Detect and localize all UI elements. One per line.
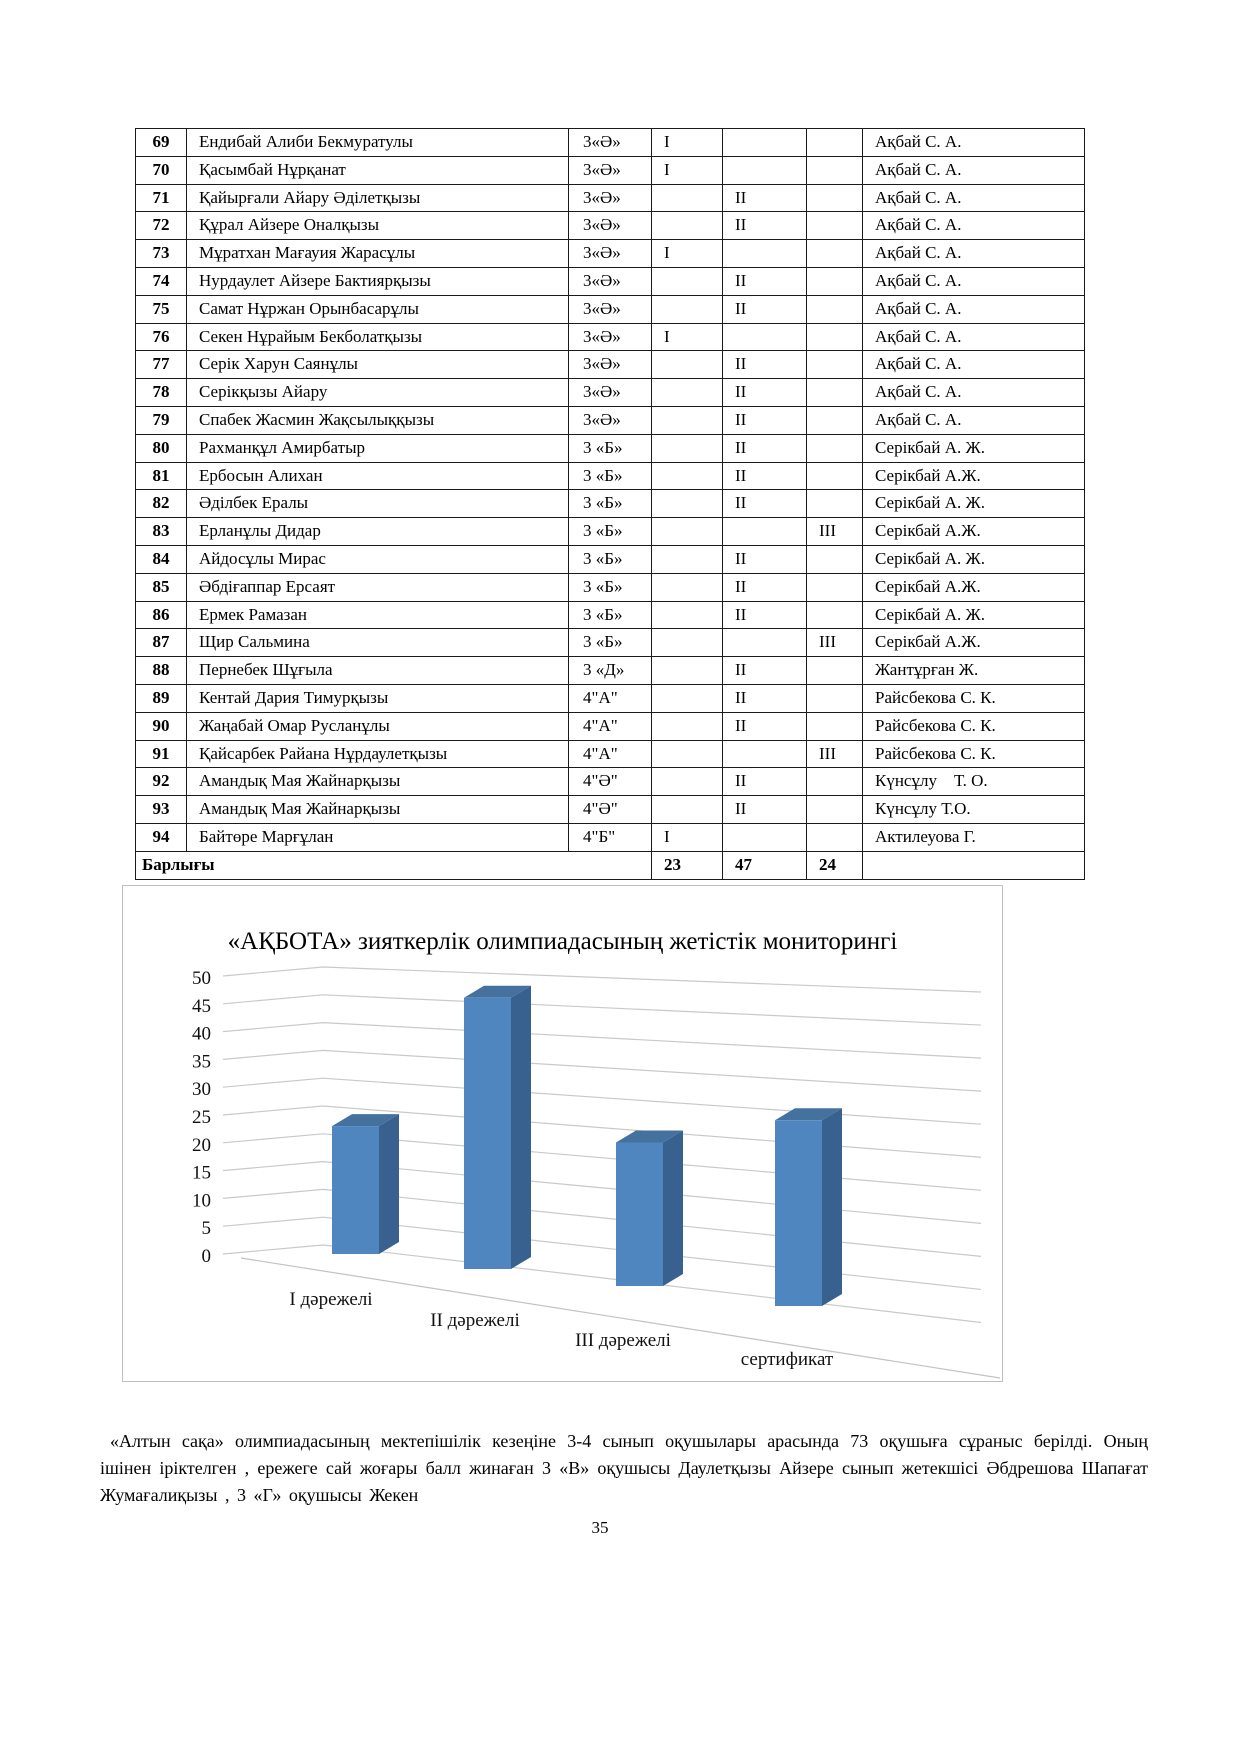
cell-l2: II <box>723 212 807 240</box>
cell-teacher: Ақбай С. А. <box>863 406 1085 434</box>
cell-l3: III <box>807 740 863 768</box>
cell-class: 3 «Б» <box>569 434 652 462</box>
table-row <box>136 601 1085 629</box>
x-category-label: I дәрежелі <box>289 1289 373 1310</box>
body-paragraph: «Алтын сақа» олимпиадасының мектепішілік кезеңіне 3-4 сынып оқушылары арасында 73 оқушыға сұраныс берілді. Оның ішінен іріктелген , ережеге сай жоғары балл жинаған 3 «В» оқушысы Даулетқызы Айзере сынып жетекшісі Әбдрешова Шапағат Жумағалиқызы , 3 «Г» оқушысы Жекен <box>100 1431 1148 1505</box>
totals-degree-3: 24 <box>807 851 863 879</box>
table-row <box>136 462 1085 490</box>
cell-name: Құрал Айзере Оналқызы <box>187 212 569 240</box>
cell-teacher: Ақбай С. А. <box>863 129 1085 157</box>
cell-l2 <box>723 156 807 184</box>
cell-teacher: Ақбай С. А. <box>863 240 1085 268</box>
cell-name: Кентай Дария Тимурқызы <box>187 684 569 712</box>
bar-2 <box>464 986 531 1269</box>
cell-l2: II <box>723 406 807 434</box>
cell-l3 <box>807 379 863 407</box>
cell-class: 3«Ә» <box>569 351 652 379</box>
cell-num: 79 <box>136 406 187 434</box>
cell-l1 <box>652 684 723 712</box>
cell-l2: II <box>723 351 807 379</box>
cell-l3 <box>807 240 863 268</box>
cell-name: Жаңабай Омар Русланұлы <box>187 712 569 740</box>
x-category-label: сертификат <box>740 1349 834 1370</box>
cell-l1 <box>652 740 723 768</box>
bar-3 <box>616 1130 683 1286</box>
table-row <box>136 490 1085 518</box>
cell-l3: III <box>807 518 863 546</box>
table-row <box>136 657 1085 685</box>
cell-teacher: Серікбай А.Ж. <box>863 462 1085 490</box>
chart-title: «АҚБОТА» зияткерлік олимпиадасының жетістік мониторингі <box>227 928 898 955</box>
cell-l2: II <box>723 712 807 740</box>
cell-teacher: Күнсұлу Т.О. <box>863 796 1085 824</box>
cell-num: 76 <box>136 323 187 351</box>
table-row <box>136 434 1085 462</box>
cell-teacher: Күнсұлу Т. О. <box>863 768 1085 796</box>
cell-l1 <box>652 379 723 407</box>
table-row <box>136 295 1085 323</box>
table-row <box>136 267 1085 295</box>
cell-name: Самат Нұржан Орынбасарұлы <box>187 295 569 323</box>
cell-l3 <box>807 295 863 323</box>
results-table-body <box>136 129 1085 852</box>
y-tick-label: 15 <box>192 1162 211 1184</box>
cell-l2: II <box>723 545 807 573</box>
cell-l3 <box>807 684 863 712</box>
cell-l1 <box>652 545 723 573</box>
cell-class: 4"Ә" <box>569 796 652 824</box>
cell-l2: II <box>723 434 807 462</box>
cell-l1 <box>652 518 723 546</box>
cell-l3 <box>807 212 863 240</box>
table-row <box>136 684 1085 712</box>
cell-num: 69 <box>136 129 187 157</box>
y-tick-label: 5 <box>201 1218 211 1240</box>
cell-l3 <box>807 406 863 434</box>
cell-l3 <box>807 712 863 740</box>
cell-num: 88 <box>136 657 187 685</box>
cell-class: 4"А" <box>569 684 652 712</box>
cell-num: 91 <box>136 740 187 768</box>
bar-chart <box>123 936 1004 1383</box>
cell-class: 4"А" <box>569 740 652 768</box>
cell-l3 <box>807 156 863 184</box>
cell-teacher: Ақбай С. А. <box>863 267 1085 295</box>
cell-class: 4"А" <box>569 712 652 740</box>
cell-l1 <box>652 351 723 379</box>
bar-1 <box>332 1114 399 1254</box>
totals-degree-2: 47 <box>723 851 807 879</box>
cell-l3 <box>807 768 863 796</box>
totals-degree-1: 23 <box>652 851 723 879</box>
cell-teacher: Серікбай А. Ж. <box>863 434 1085 462</box>
totals-empty-cell <box>863 851 1085 879</box>
cell-teacher: Ақбай С. А. <box>863 212 1085 240</box>
cell-teacher: Ақбай С. А. <box>863 379 1085 407</box>
cell-class: 4"Б" <box>569 823 652 851</box>
cell-teacher: Райсбекова С. К. <box>863 684 1085 712</box>
cell-teacher: Серікбай А.Ж. <box>863 629 1085 657</box>
table-totals-row <box>136 851 1085 879</box>
cell-l1 <box>652 267 723 295</box>
cell-teacher: Актилеуова Г. <box>863 823 1085 851</box>
cell-l1: I <box>652 323 723 351</box>
cell-teacher: Ақбай С. А. <box>863 295 1085 323</box>
cell-l2: II <box>723 184 807 212</box>
cell-l3 <box>807 184 863 212</box>
cell-class: 3 «Д» <box>569 657 652 685</box>
cell-teacher: Серікбай А. Ж. <box>863 601 1085 629</box>
cell-class: 3«Ә» <box>569 184 652 212</box>
cell-l1 <box>652 295 723 323</box>
cell-l3 <box>807 490 863 518</box>
cell-l2: II <box>723 267 807 295</box>
cell-class: 3«Ә» <box>569 323 652 351</box>
cell-class: 3 «Б» <box>569 462 652 490</box>
cell-l2: II <box>723 601 807 629</box>
cell-class: 3 «Б» <box>569 490 652 518</box>
cell-name: Секен Нұрайым Бекболатқызы <box>187 323 569 351</box>
cell-num: 92 <box>136 768 187 796</box>
cell-class: 3«Ә» <box>569 240 652 268</box>
cell-num: 73 <box>136 240 187 268</box>
cell-l2 <box>723 823 807 851</box>
cell-l3 <box>807 129 863 157</box>
cell-l2: II <box>723 462 807 490</box>
y-tick-label: 45 <box>192 995 211 1017</box>
cell-l1 <box>652 629 723 657</box>
cell-l2: II <box>723 657 807 685</box>
cell-l2 <box>723 240 807 268</box>
y-tick-label: 25 <box>192 1107 211 1128</box>
cell-num: 86 <box>136 601 187 629</box>
cell-l2: II <box>723 573 807 601</box>
cell-name: Қайырғали Айару Әділетқызы <box>187 184 569 212</box>
cell-name: Серік Харун Саянұлы <box>187 351 569 379</box>
cell-class: 3«Ә» <box>569 379 652 407</box>
cell-l3 <box>807 434 863 462</box>
cell-teacher: Ақбай С. А. <box>863 184 1085 212</box>
y-tick-label: 40 <box>192 1023 211 1045</box>
cell-name: Мұратхан Мағауия Жарасұлы <box>187 240 569 268</box>
table-row <box>136 629 1085 657</box>
y-tick-label: 10 <box>192 1190 211 1212</box>
table-row <box>136 323 1085 351</box>
cell-l3: III <box>807 629 863 657</box>
bar-4 <box>775 1108 842 1306</box>
cell-teacher: Райсбекова С. К. <box>863 740 1085 768</box>
cell-l1 <box>652 434 723 462</box>
cell-l2: II <box>723 490 807 518</box>
cell-l1: I <box>652 823 723 851</box>
cell-class: 3«Ә» <box>569 156 652 184</box>
cell-l2: II <box>723 684 807 712</box>
cell-num: 83 <box>136 518 187 546</box>
cell-teacher: Ақбай С. А. <box>863 323 1085 351</box>
table-row <box>136 796 1085 824</box>
table-row <box>136 156 1085 184</box>
cell-l2: II <box>723 768 807 796</box>
cell-name: Байтөре Марғұлан <box>187 823 569 851</box>
cell-name: Рахманқұл Амирбатыр <box>187 434 569 462</box>
cell-teacher: Серікбай А. Ж. <box>863 490 1085 518</box>
cell-l2: II <box>723 379 807 407</box>
cell-l3 <box>807 573 863 601</box>
cell-class: 3 «Б» <box>569 518 652 546</box>
cell-l3 <box>807 323 863 351</box>
cell-l1: I <box>652 129 723 157</box>
table-row <box>136 823 1085 851</box>
cell-name: Ербосын Алихан <box>187 462 569 490</box>
y-tick-label: 30 <box>192 1079 211 1101</box>
cell-num: 71 <box>136 184 187 212</box>
cell-l3 <box>807 351 863 379</box>
cell-num: 70 <box>136 156 187 184</box>
cell-teacher: Серікбай А.Ж. <box>863 518 1085 546</box>
cell-name: Щир Сальмина <box>187 629 569 657</box>
cell-l3 <box>807 267 863 295</box>
cell-l1 <box>652 406 723 434</box>
cell-l2 <box>723 323 807 351</box>
cell-class: 3 «Б» <box>569 601 652 629</box>
cell-l1 <box>652 768 723 796</box>
cell-num: 75 <box>136 295 187 323</box>
cell-num: 82 <box>136 490 187 518</box>
chart-container <box>122 885 1003 1382</box>
cell-num: 77 <box>136 351 187 379</box>
cell-l1 <box>652 573 723 601</box>
table-row <box>136 768 1085 796</box>
cell-l2 <box>723 129 807 157</box>
cell-l1 <box>652 184 723 212</box>
cell-l1: I <box>652 156 723 184</box>
cell-l1 <box>652 212 723 240</box>
cell-l2 <box>723 740 807 768</box>
cell-name: Амандық Мая Жайнарқызы <box>187 768 569 796</box>
cell-num: 93 <box>136 796 187 824</box>
cell-teacher: Ақбай С. А. <box>863 156 1085 184</box>
x-category-label: III дәрежелі <box>575 1330 671 1351</box>
cell-l3 <box>807 823 863 851</box>
y-tick-label: 35 <box>192 1051 211 1073</box>
cell-name: Әбдіғаппар Ерсаят <box>187 573 569 601</box>
cell-class: 3«Ә» <box>569 212 652 240</box>
cell-name: Айдосұлы Мирас <box>187 545 569 573</box>
cell-l2: II <box>723 295 807 323</box>
cell-l1 <box>652 462 723 490</box>
cell-l2 <box>723 629 807 657</box>
table-row <box>136 351 1085 379</box>
cell-l1 <box>652 601 723 629</box>
cell-num: 90 <box>136 712 187 740</box>
cell-teacher: Райсбекова С. К. <box>863 712 1085 740</box>
x-category-label: II дәрежелі <box>430 1310 520 1331</box>
cell-class: 3«Ә» <box>569 406 652 434</box>
cell-num: 78 <box>136 379 187 407</box>
table-row <box>136 212 1085 240</box>
cell-class: 3«Ә» <box>569 267 652 295</box>
cell-teacher: Серікбай А.Ж. <box>863 573 1085 601</box>
cell-class: 3 «Б» <box>569 545 652 573</box>
cell-name: Нурдаулет Айзере Бактиярқызы <box>187 267 569 295</box>
table-row <box>136 545 1085 573</box>
cell-class: 3 «Б» <box>569 573 652 601</box>
cell-name: Амандық Мая Жайнарқызы <box>187 796 569 824</box>
cell-l1 <box>652 490 723 518</box>
y-tick-label: 20 <box>192 1134 211 1156</box>
table-row <box>136 129 1085 157</box>
cell-l1 <box>652 796 723 824</box>
cell-name: Ерланұлы Дидар <box>187 518 569 546</box>
table-row <box>136 740 1085 768</box>
cell-num: 81 <box>136 462 187 490</box>
cell-class: 3 «Б» <box>569 629 652 657</box>
cell-name: Пернебек Шұғыла <box>187 657 569 685</box>
cell-name: Спабек Жасмин Жақсылыққызы <box>187 406 569 434</box>
cell-num: 84 <box>136 545 187 573</box>
results-table <box>135 128 1085 880</box>
table-row <box>136 573 1085 601</box>
cell-num: 74 <box>136 267 187 295</box>
cell-l3 <box>807 657 863 685</box>
cell-num: 89 <box>136 684 187 712</box>
table-row <box>136 379 1085 407</box>
cell-l1 <box>652 712 723 740</box>
cell-l3 <box>807 601 863 629</box>
cell-class: 3«Ә» <box>569 295 652 323</box>
cell-l3 <box>807 462 863 490</box>
cell-teacher: Серікбай А. Ж. <box>863 545 1085 573</box>
cell-l2 <box>723 518 807 546</box>
cell-l2: II <box>723 796 807 824</box>
cell-num: 94 <box>136 823 187 851</box>
cell-name: Әділбек Ералы <box>187 490 569 518</box>
cell-name: Қасымбай Нұрқанат <box>187 156 569 184</box>
cell-name: Серікқызы Айару <box>187 379 569 407</box>
cell-name: Ендибай Алиби Бекмуратулы <box>187 129 569 157</box>
table-row <box>136 518 1085 546</box>
cell-class: 3«Ә» <box>569 129 652 157</box>
totals-label: Барлығы <box>136 851 652 879</box>
table-row <box>136 240 1085 268</box>
page-number: 35 <box>591 1518 609 1537</box>
cell-name: Ермек Рамазан <box>187 601 569 629</box>
cell-teacher: Жантұрған Ж. <box>863 657 1085 685</box>
y-tick-label: 0 <box>201 1246 211 1267</box>
cell-class: 4"Ә" <box>569 768 652 796</box>
cell-l1: I <box>652 240 723 268</box>
table-row <box>136 406 1085 434</box>
cell-teacher: Ақбай С. А. <box>863 351 1085 379</box>
table-row <box>136 184 1085 212</box>
cell-num: 87 <box>136 629 187 657</box>
cell-l1 <box>652 657 723 685</box>
table-row <box>136 712 1085 740</box>
cell-l3 <box>807 545 863 573</box>
y-tick-label: 50 <box>192 968 211 989</box>
cell-num: 85 <box>136 573 187 601</box>
cell-num: 72 <box>136 212 187 240</box>
cell-name: Қайсарбек Райана Нұрдаулетқызы <box>187 740 569 768</box>
cell-l3 <box>807 796 863 824</box>
cell-num: 80 <box>136 434 187 462</box>
